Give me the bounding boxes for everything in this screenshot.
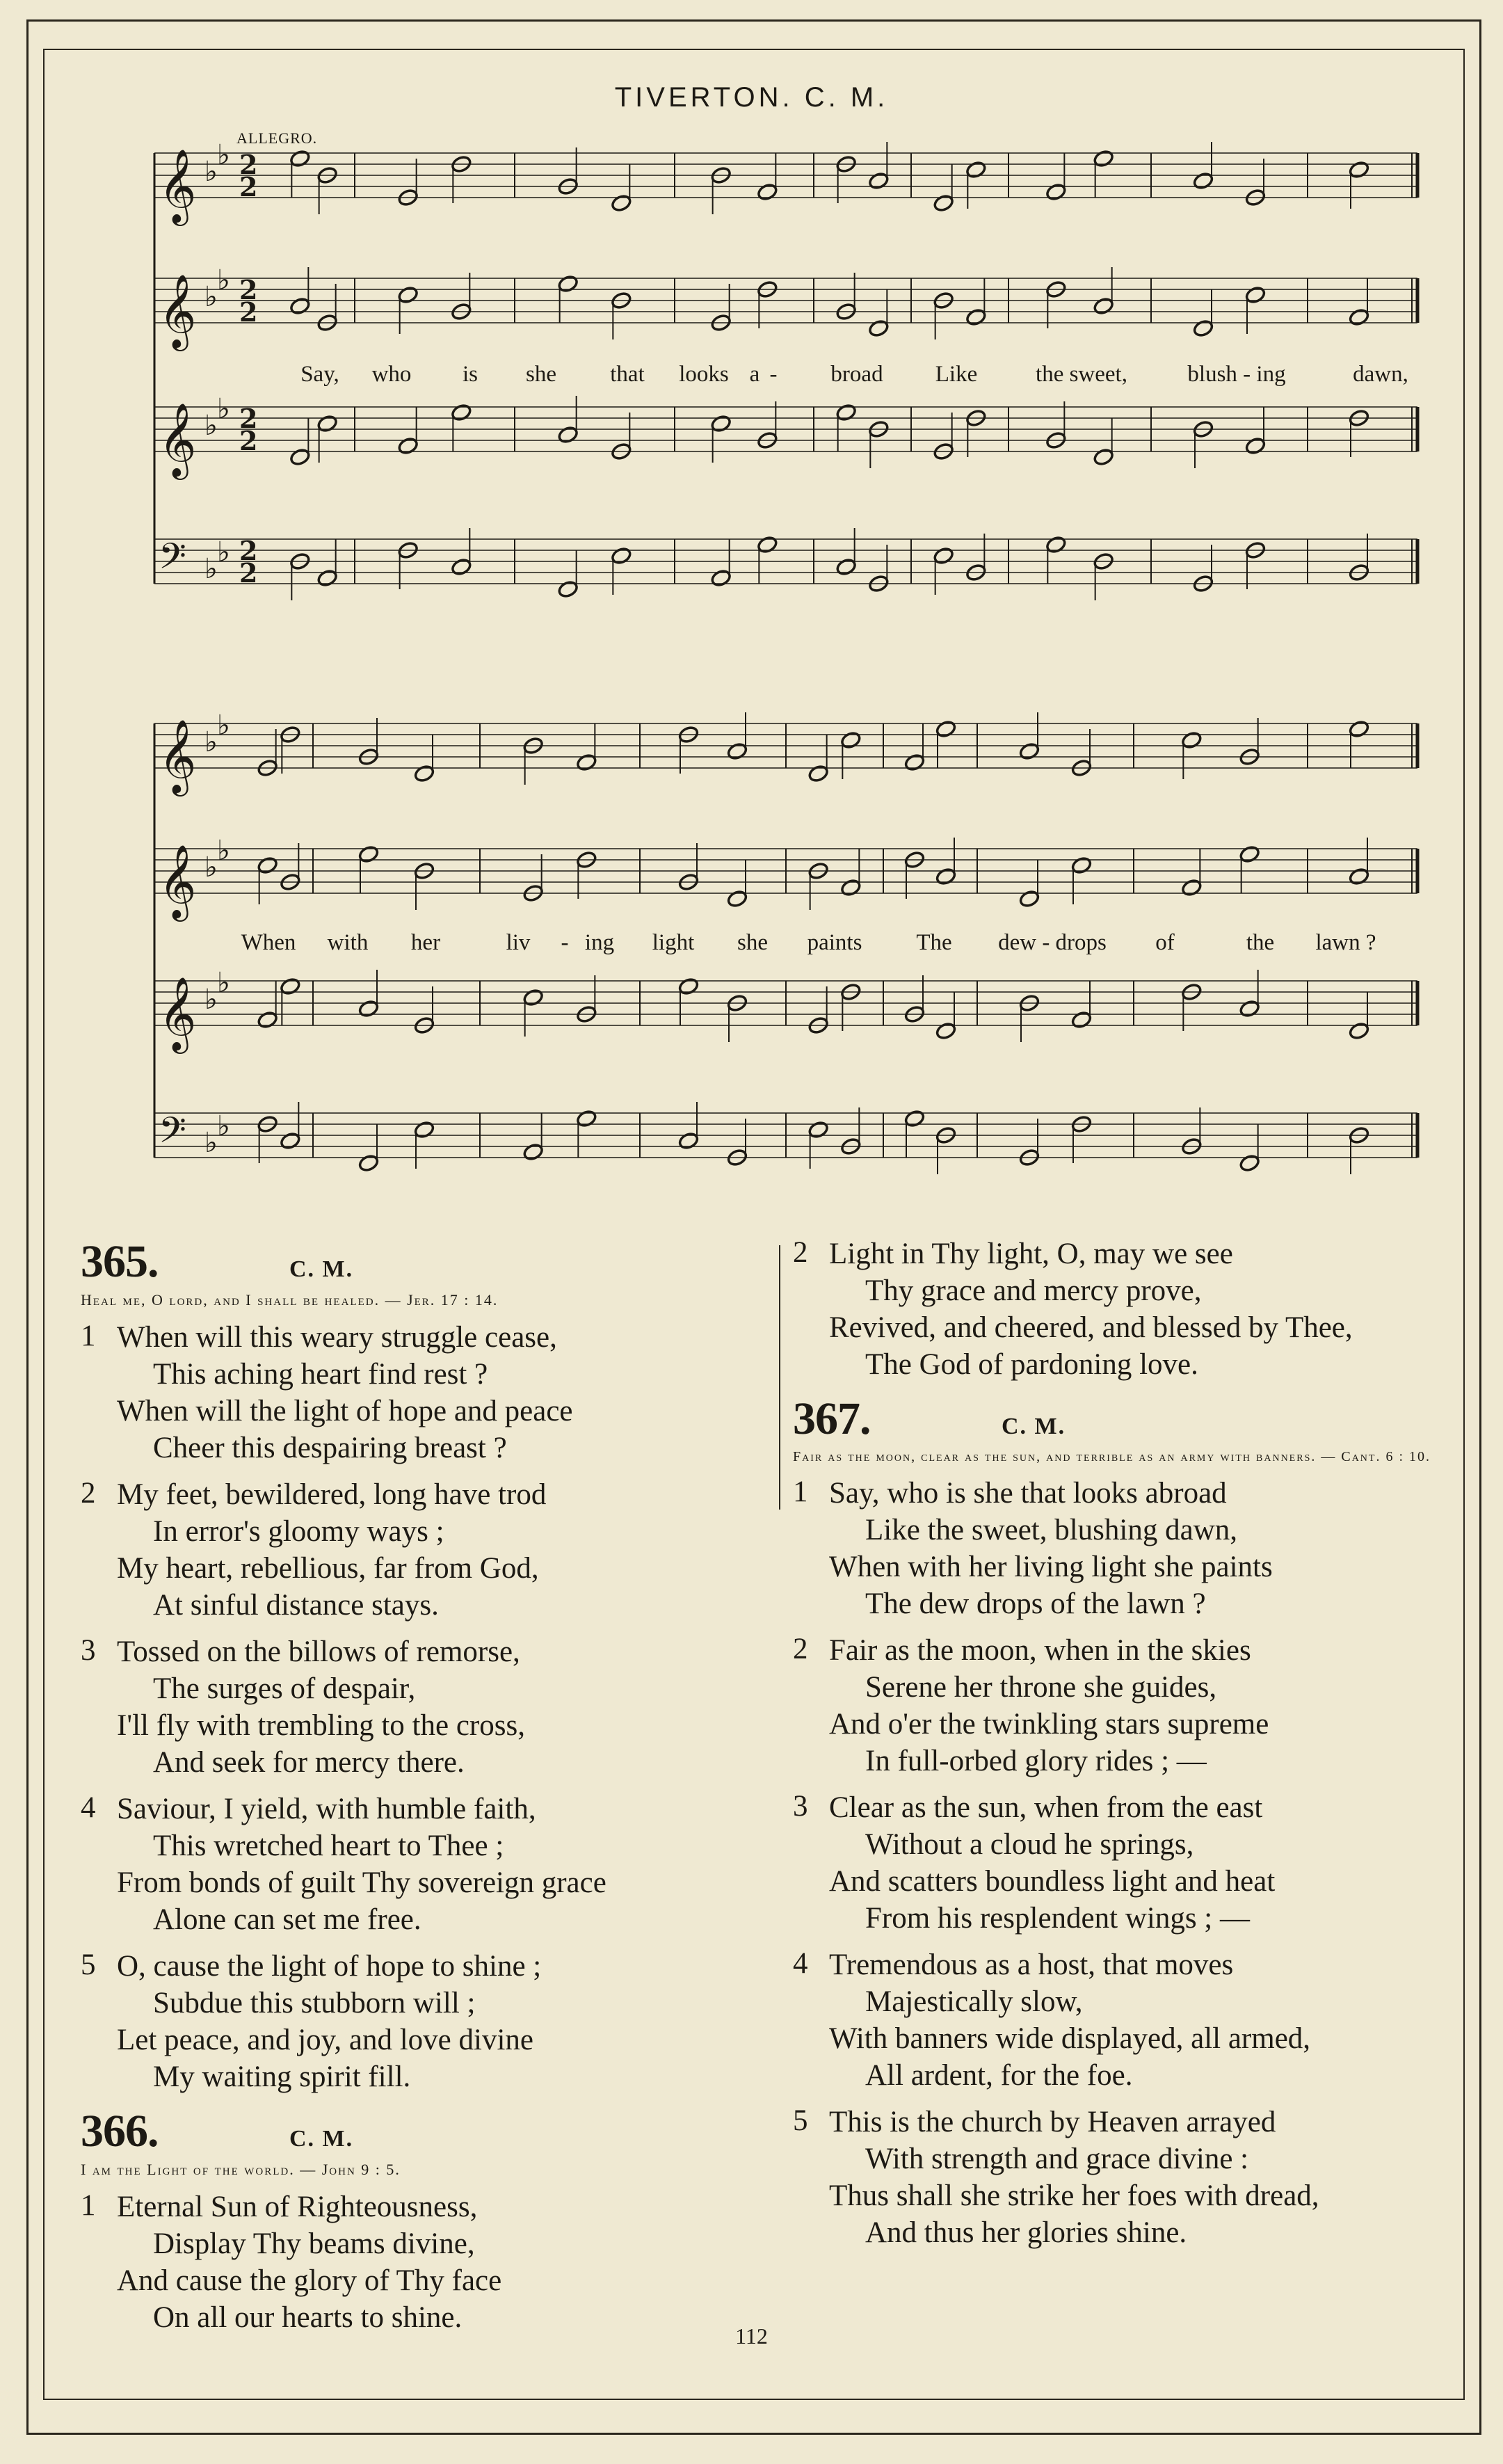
half-note bbox=[757, 182, 778, 201]
verse-line: This aching heart find rest ? bbox=[153, 1358, 488, 1391]
flat-icon: ♭ bbox=[204, 1127, 218, 1159]
half-note bbox=[413, 764, 435, 783]
time-signature: 2 bbox=[239, 535, 258, 566]
verse-line: On all our hearts to shine. bbox=[153, 2301, 463, 2334]
lyric-syllable: she bbox=[737, 930, 768, 955]
half-note bbox=[868, 171, 890, 190]
stanza-number: 1 bbox=[81, 1320, 96, 1352]
stanza-number: 5 bbox=[793, 2104, 808, 2137]
lyric-syllable: - bbox=[561, 930, 569, 955]
flat-icon: ♭ bbox=[204, 984, 218, 1016]
verse-line: Display Thy beams divine, bbox=[153, 2227, 475, 2260]
half-note bbox=[1348, 1021, 1369, 1040]
flat-icon: ♭ bbox=[204, 156, 218, 188]
time-signature: 2 bbox=[239, 403, 258, 434]
half-note bbox=[280, 1131, 301, 1150]
verse-line: Without a cloud he springs, bbox=[865, 1828, 1194, 1861]
half-note bbox=[903, 753, 925, 771]
half-note bbox=[557, 425, 579, 444]
stanza-number: 4 bbox=[793, 1947, 808, 1980]
lyric-syllable: liv bbox=[506, 930, 531, 955]
half-note bbox=[257, 1010, 278, 1029]
half-note bbox=[835, 403, 857, 422]
verse-line: Fair as the moon, when in the skies bbox=[829, 1634, 1251, 1667]
lyrics-system-1 bbox=[0, 362, 1503, 390]
half-note bbox=[316, 414, 338, 433]
hymn-367 bbox=[793, 1393, 1481, 2251]
lyric-syllable: blush - ing bbox=[1187, 362, 1286, 387]
verse-line: Clear as the sun, when from the east bbox=[829, 1791, 1263, 1824]
flat-icon: ♭ bbox=[217, 835, 230, 867]
half-note bbox=[726, 742, 748, 760]
stanza bbox=[793, 1946, 1481, 2094]
verse-line: The dew drops of the lawn ? bbox=[865, 1587, 1206, 1620]
half-note bbox=[933, 193, 954, 212]
half-note bbox=[1348, 307, 1369, 326]
half-note bbox=[726, 889, 748, 908]
verse-line: Majestically slow, bbox=[865, 1985, 1083, 2018]
half-note bbox=[965, 160, 987, 179]
flat-icon: ♭ bbox=[204, 851, 218, 883]
verse-line: All ardent, for the foe. bbox=[865, 2059, 1133, 2092]
verse-line: My feet, bewildered, long have trod bbox=[117, 1478, 547, 1511]
flat-icon: ♭ bbox=[204, 281, 218, 313]
half-note bbox=[357, 999, 379, 1018]
half-note bbox=[1070, 856, 1092, 874]
flat-icon: ♭ bbox=[204, 410, 218, 442]
flat-icon: ♭ bbox=[217, 967, 230, 999]
verse-line: The surges of despair, bbox=[153, 1672, 416, 1705]
half-note bbox=[677, 1131, 699, 1150]
half-note bbox=[522, 988, 544, 1007]
half-note bbox=[557, 274, 579, 293]
half-note bbox=[1093, 296, 1114, 315]
lyric-syllable: a bbox=[749, 362, 760, 387]
lyric-syllable: that bbox=[610, 362, 645, 387]
treble-clef-icon: 𝄞 bbox=[159, 148, 197, 223]
half-note bbox=[316, 568, 338, 587]
stanza-number: 3 bbox=[793, 1790, 808, 1823]
verse-line: In full-orbed glory rides ; — bbox=[865, 1745, 1207, 1777]
lyric-syllable: broad bbox=[830, 362, 883, 387]
lyric-syllable: looks bbox=[679, 362, 729, 387]
verse-line: And cause the glory of Thy face bbox=[117, 2264, 502, 2297]
half-note bbox=[835, 557, 857, 576]
stanza-number: 5 bbox=[81, 1949, 96, 1981]
lyric-syllable: lawn ? bbox=[1315, 930, 1376, 955]
lyric-syllable: - bbox=[769, 362, 778, 387]
treble-clef-icon: 𝄞 bbox=[159, 273, 197, 348]
stanza-number: 2 bbox=[81, 1477, 96, 1510]
half-note bbox=[611, 546, 632, 565]
half-note bbox=[1181, 878, 1203, 897]
stanza-number: 2 bbox=[793, 1633, 808, 1665]
verse-line: O, cause the light of hope to shine ; bbox=[117, 1950, 542, 1983]
tune-title: TIVERTON. C. M. bbox=[614, 82, 889, 113]
verse-line: The God of pardoning love. bbox=[865, 1348, 1198, 1381]
stanza-number: 1 bbox=[81, 2189, 96, 2222]
verse-line: Eternal Sun of Righteousness, bbox=[117, 2191, 478, 2223]
verse-line: This is the church by Heaven arrayed bbox=[829, 2106, 1276, 2138]
half-note bbox=[710, 414, 732, 433]
time-signature: 2 bbox=[239, 425, 258, 456]
verse-line: Tremendous as a host, that moves bbox=[829, 1949, 1234, 1981]
half-note bbox=[611, 193, 632, 212]
flat-icon: ♭ bbox=[204, 553, 218, 585]
lyric-syllable: light bbox=[652, 930, 695, 955]
lyric-syllable: Like bbox=[935, 362, 978, 387]
verse-line: I'll fly with trembling to the cross, bbox=[117, 1709, 525, 1742]
column-divider bbox=[779, 1245, 780, 1510]
lyric-syllable: of bbox=[1155, 930, 1175, 955]
stanza bbox=[81, 1476, 762, 1624]
tempo-marking: ALLEGRO. bbox=[236, 129, 318, 147]
stanza bbox=[81, 1319, 762, 1466]
half-note bbox=[1348, 160, 1369, 179]
hymn-number: 367. bbox=[793, 1393, 871, 1444]
music-score bbox=[0, 0, 1503, 1197]
half-note bbox=[903, 1109, 925, 1128]
stanza bbox=[793, 2104, 1481, 2251]
half-note bbox=[576, 753, 597, 771]
half-note bbox=[1018, 889, 1040, 908]
half-note bbox=[522, 1142, 544, 1161]
stanza bbox=[793, 1632, 1481, 1779]
half-note bbox=[965, 307, 987, 326]
left-column bbox=[81, 1235, 762, 2346]
lyric-syllable: paints bbox=[807, 930, 862, 955]
stanza bbox=[81, 1791, 762, 1938]
stanza-number: 4 bbox=[81, 1791, 96, 1824]
lyrics-system-2 bbox=[0, 930, 1503, 958]
half-note bbox=[289, 447, 311, 466]
verse-line: Revived, and cheered, and blessed by Thee, bbox=[829, 1311, 1353, 1344]
time-signature: 2 bbox=[239, 296, 258, 328]
lyric-syllable: ing bbox=[584, 930, 615, 955]
half-note bbox=[257, 856, 278, 874]
hymn-number: 365. bbox=[81, 1236, 159, 1287]
lyric-syllable: is bbox=[462, 362, 479, 387]
lyric-syllable: she bbox=[526, 362, 556, 387]
half-note bbox=[1045, 182, 1067, 201]
half-note bbox=[807, 1120, 829, 1139]
verse-line: Light in Thy light, O, may we see bbox=[829, 1238, 1233, 1270]
verse-line: With strength and grace divine : bbox=[865, 2143, 1249, 2175]
flat-icon: ♭ bbox=[217, 1110, 230, 1142]
half-note bbox=[451, 403, 472, 422]
stanza bbox=[81, 2189, 762, 2336]
flat-icon: ♭ bbox=[217, 264, 230, 296]
treble-clef-icon: 𝄞 bbox=[159, 402, 197, 477]
lyric-syllable: dawn, bbox=[1353, 362, 1408, 387]
half-note bbox=[576, 1109, 597, 1128]
verse-line: My waiting spirit fill. bbox=[153, 2061, 411, 2093]
verse-line: And scatters boundless light and heat bbox=[829, 1865, 1276, 1898]
stanza-number: 2 bbox=[793, 1236, 808, 1269]
flat-icon: ♭ bbox=[217, 393, 230, 425]
half-note bbox=[933, 546, 954, 565]
half-note bbox=[1093, 447, 1114, 466]
half-note bbox=[557, 579, 579, 598]
half-note bbox=[289, 149, 311, 168]
time-signature: 2 bbox=[239, 149, 258, 180]
lyric-syllable: the bbox=[1246, 930, 1275, 955]
lyric-syllable: her bbox=[410, 930, 441, 955]
flat-icon: ♭ bbox=[217, 536, 230, 568]
verse-line: When with her living light she paints bbox=[829, 1551, 1273, 1583]
hymn-number: 366. bbox=[81, 2106, 159, 2157]
stanza bbox=[81, 1633, 762, 1781]
half-note bbox=[357, 1153, 379, 1172]
stanza-number: 1 bbox=[793, 1475, 808, 1508]
half-note bbox=[289, 296, 311, 315]
lyric-syllable: When bbox=[241, 930, 296, 955]
verse-line: And seek for mercy there. bbox=[153, 1746, 465, 1779]
half-note bbox=[1239, 999, 1260, 1018]
stanza bbox=[81, 1948, 762, 2095]
verse-line: Thus shall she strike her foes with dread, bbox=[829, 2179, 1319, 2212]
verse-line: Tossed on the billows of remorse, bbox=[117, 1635, 520, 1668]
half-note bbox=[710, 568, 732, 587]
stanza bbox=[793, 1235, 1481, 1383]
half-note bbox=[1192, 319, 1214, 337]
verse-line: And o'er the twinkling stars supreme bbox=[829, 1708, 1269, 1741]
verse-line: When will this weary struggle cease, bbox=[117, 1321, 557, 1354]
lyric-syllable: dew - drops bbox=[998, 930, 1107, 955]
verse-line: From bonds of guilt Thy sovereign grace bbox=[117, 1866, 606, 1899]
treble-clef-icon: 𝄞 bbox=[159, 719, 197, 793]
half-note bbox=[1239, 845, 1260, 863]
stanza-number: 3 bbox=[81, 1634, 96, 1667]
half-note bbox=[868, 319, 890, 337]
half-note bbox=[1192, 171, 1214, 190]
verse-line: At sinful distance stays. bbox=[153, 1589, 439, 1622]
right-column bbox=[793, 1235, 1481, 2261]
scripture-reference: Fair as the moon, clear as the sun, and terrible as an army with banners. — Cant. 6 : 10. bbox=[793, 1449, 1431, 1464]
hymn-meter: C. M. bbox=[289, 2126, 354, 2152]
stanza bbox=[793, 1789, 1481, 1937]
hymn-366-continued bbox=[793, 1235, 1481, 1383]
time-signature: 2 bbox=[239, 557, 258, 589]
half-note bbox=[451, 557, 472, 576]
lyric-syllable: Say, bbox=[300, 362, 339, 387]
half-note bbox=[1093, 149, 1114, 168]
lyric-syllable: the sweet, bbox=[1036, 362, 1127, 387]
verse-line: Like the sweet, blushing dawn, bbox=[865, 1514, 1238, 1546]
flat-icon: ♭ bbox=[204, 726, 218, 758]
half-note bbox=[1045, 535, 1067, 554]
scripture-reference: I am the Light of the world. — John 9 : 5. bbox=[81, 2161, 401, 2178]
verse-line: My heart, rebellious, far from God, bbox=[117, 1552, 539, 1585]
flat-icon: ♭ bbox=[217, 710, 230, 742]
half-note bbox=[935, 1021, 956, 1040]
half-note bbox=[935, 867, 956, 886]
half-note bbox=[1348, 867, 1369, 886]
lyric-syllable: with bbox=[327, 930, 369, 955]
hymn-stanzas bbox=[793, 1475, 1481, 2251]
bass-clef-icon: 𝄢 bbox=[159, 535, 186, 586]
half-note bbox=[1018, 742, 1040, 760]
verse-line: From his resplendent wings ; — bbox=[865, 1902, 1250, 1935]
half-note bbox=[413, 1120, 435, 1139]
half-note bbox=[935, 719, 956, 738]
half-note bbox=[1239, 1153, 1260, 1172]
lyric-syllable: The bbox=[916, 930, 952, 955]
time-signature: 2 bbox=[239, 274, 258, 305]
hymn-366 bbox=[81, 2105, 762, 2336]
half-note bbox=[1348, 719, 1369, 738]
hymn-meter: C. M. bbox=[289, 1256, 354, 1282]
half-note bbox=[357, 845, 379, 863]
verse-line: Serene her throne she guides, bbox=[865, 1671, 1217, 1704]
bass-clef-icon: 𝄢 bbox=[159, 1109, 186, 1160]
hymn-meter: C. M. bbox=[1002, 1414, 1066, 1439]
half-note bbox=[840, 878, 862, 897]
stanza bbox=[793, 1475, 1481, 1622]
hymn-stanzas bbox=[81, 1319, 762, 2095]
hymn-365 bbox=[81, 1235, 762, 2095]
half-note bbox=[397, 285, 419, 304]
hymn-stanzas bbox=[81, 2189, 762, 2336]
verse-line: Say, who is she that looks abroad bbox=[829, 1477, 1227, 1510]
time-signature: 2 bbox=[239, 171, 258, 202]
half-note bbox=[1244, 285, 1266, 304]
page-number: 112 bbox=[735, 2323, 768, 2349]
half-note bbox=[840, 730, 862, 749]
half-note bbox=[677, 977, 699, 995]
scripture-reference: Heal me, O lord, and I shall be healed. — Jer. 17 : 14. bbox=[81, 1291, 499, 1309]
treble-clef-icon: 𝄞 bbox=[159, 976, 197, 1050]
flat-icon: ♭ bbox=[217, 139, 230, 171]
verse-line: And thus her glories shine. bbox=[865, 2216, 1187, 2249]
verse-line: Thy grace and mercy prove, bbox=[865, 1274, 1202, 1307]
half-note bbox=[1181, 730, 1203, 749]
half-note bbox=[1070, 1010, 1092, 1029]
verse-line: Subdue this stubborn will ; bbox=[153, 1987, 476, 2019]
verse-line: When will the light of hope and peace bbox=[117, 1395, 573, 1427]
lyric-syllable: who bbox=[371, 362, 412, 387]
half-note bbox=[807, 764, 829, 783]
half-note bbox=[1244, 436, 1266, 455]
treble-clef-icon: 𝄞 bbox=[159, 844, 197, 918]
half-note bbox=[757, 535, 778, 554]
verse-line: Alone can set me free. bbox=[153, 1903, 421, 1936]
verse-line: With banners wide displayed, all armed, bbox=[829, 2022, 1311, 2055]
verse-line: Saviour, I yield, with humble faith, bbox=[117, 1793, 536, 1825]
verse-line: This wretched heart to Thee ; bbox=[153, 1830, 504, 1862]
verse-line: Let peace, and joy, and love divine bbox=[117, 2024, 533, 2056]
verse-line: Cheer this despairing breast ? bbox=[153, 1432, 507, 1464]
verse-line: In error's gloomy ways ; bbox=[153, 1515, 444, 1548]
half-note bbox=[397, 436, 419, 455]
half-note bbox=[280, 977, 301, 995]
